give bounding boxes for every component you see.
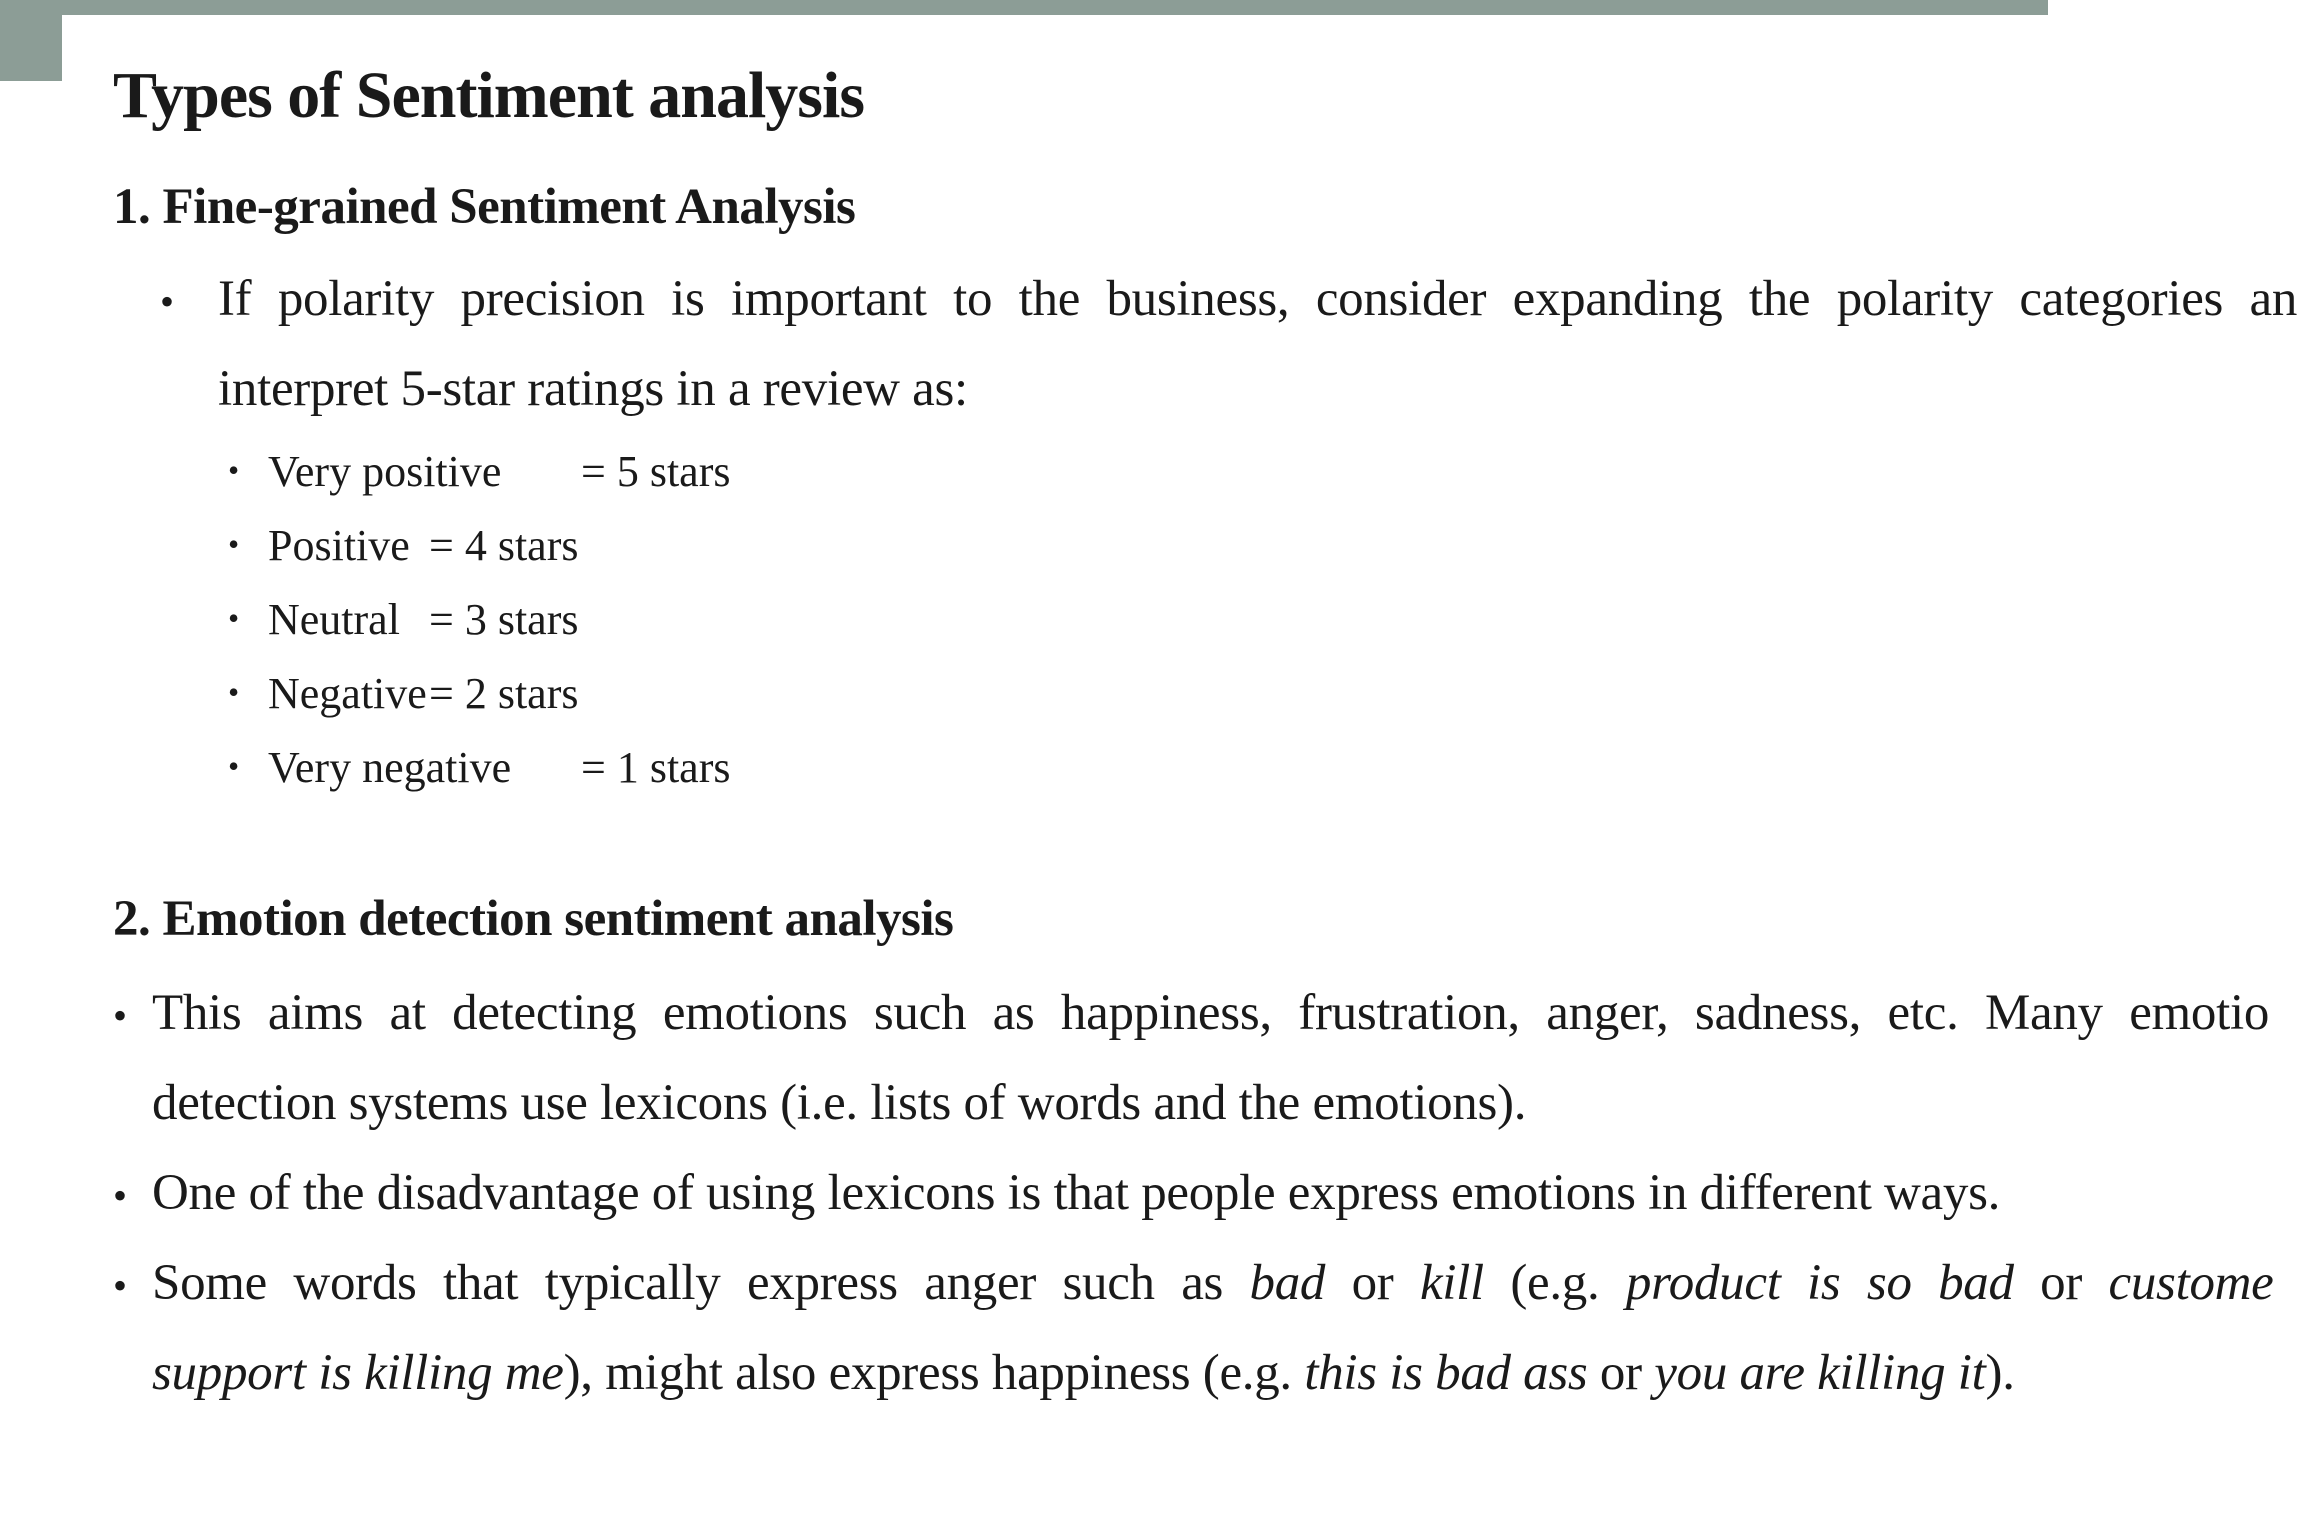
section1-heading: 1. Fine-grained Sentiment Analysis <box>113 179 856 235</box>
bullet-dot: • <box>228 674 240 710</box>
rating-label: Very negative <box>268 743 512 792</box>
text-run: Some words that typically express anger such as <box>152 1255 1250 1311</box>
section2-heading: 2. Emotion detection sentiment analysis <box>113 891 954 947</box>
rating-item <box>230 520 578 571</box>
section2-bullet3-line2 <box>152 1344 2015 1402</box>
rating-label: Positive <box>268 521 410 570</box>
section2-bullet1-line1: This aims at detecting emotions such as happiness, frustration, anger, sadness, etc. Many emotio <box>152 985 2270 1041</box>
rating-item <box>230 594 578 645</box>
bullet-dot: • <box>228 526 240 562</box>
italic-run: bad <box>1249 1255 1326 1311</box>
rating-value: = 3 stars <box>429 595 579 644</box>
text-run: or <box>2013 1255 2109 1311</box>
rating-label: Very positive <box>268 447 502 496</box>
text-run: (e.g. <box>1483 1255 1626 1311</box>
text-run: or <box>1325 1255 1420 1311</box>
text-run: or <box>1587 1345 1655 1401</box>
corner-accent-block <box>0 0 62 81</box>
bullet-dot: • <box>228 600 240 636</box>
italic-run: custome <box>2108 1255 2274 1311</box>
rating-value: = 1 stars <box>581 743 731 792</box>
italic-run: kill <box>1419 1255 1484 1311</box>
bullet-dot: • <box>113 1263 128 1308</box>
bullet-dot: • <box>113 1173 128 1218</box>
italic-run: support is killing me <box>152 1345 564 1401</box>
section1-bullet-line2: interpret 5-star ratings in a review as: <box>218 361 968 417</box>
bullet-dot: • <box>160 279 175 324</box>
text-run: ), might also express happiness (e.g. <box>563 1345 1305 1401</box>
italic-run: this is bad ass <box>1304 1345 1588 1401</box>
rating-value: = 2 stars <box>429 669 579 718</box>
rating-item <box>230 742 730 793</box>
rating-value: = 5 stars <box>581 447 731 496</box>
rating-label: Neutral <box>268 595 400 644</box>
rating-label: Negative <box>268 669 427 718</box>
section1-bullet-line1: If polarity precision is important to the business, consider expanding the polarity categories an <box>218 271 2297 327</box>
section2-bullet3-line1 <box>152 1254 2274 1312</box>
italic-run: product is so bad <box>1625 1255 2014 1311</box>
bullet-dot: • <box>228 748 240 784</box>
section2-bullet2: One of the disadvantage of using lexicons is that people express emotions in different ways. <box>152 1165 2001 1221</box>
bullet-dot: • <box>113 993 128 1038</box>
italic-run: you are killing it <box>1654 1345 1986 1401</box>
text-run: ). <box>1985 1345 2015 1401</box>
rating-value: = 4 stars <box>429 521 579 570</box>
rating-item <box>230 446 730 497</box>
top-accent-bar <box>0 0 2048 15</box>
section2-bullet1-line2: detection systems use lexicons (i.e. lists of words and the emotions). <box>152 1075 1527 1131</box>
bullet-dot: • <box>228 452 240 488</box>
rating-item <box>230 668 578 719</box>
slide-title: Types of Sentiment analysis <box>113 59 865 132</box>
